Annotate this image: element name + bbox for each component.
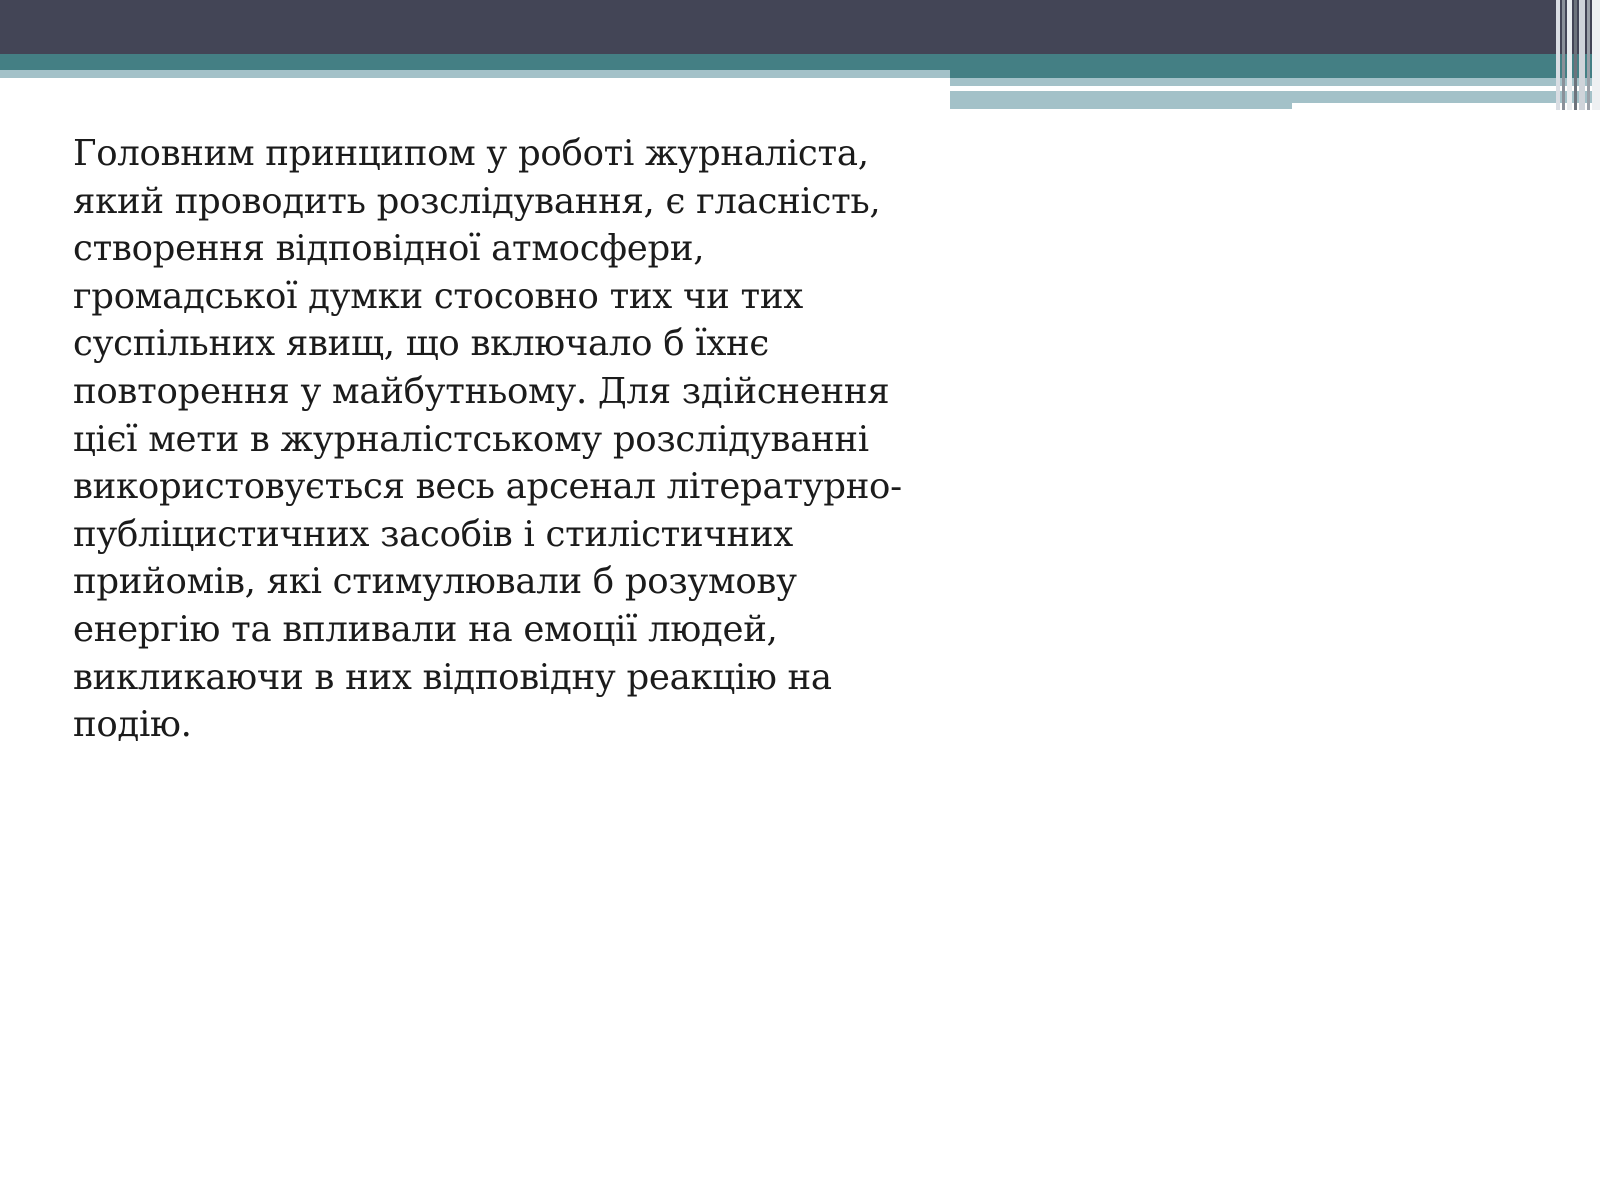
edge-stripe: [1592, 0, 1600, 110]
body-line: подію.: [73, 704, 192, 746]
body-line: прийомів, які стимулювали б розумову: [73, 561, 797, 603]
header-light-band-right: [950, 78, 1600, 86]
body-line: публіцистичних засобів і стилістичних: [73, 513, 793, 555]
header-dark-band: [0, 0, 1600, 54]
right-edge-stripes: [1556, 0, 1600, 110]
body-line: Головним принципом у роботі журналіста,: [73, 133, 869, 174]
body-line: створення відповідної атмосфери,: [73, 228, 705, 270]
body-line: викликаючи в них відповідну реакцію на: [73, 656, 832, 698]
body-line: громадської думки стосовно тих чи тих: [73, 275, 803, 317]
edge-stripe: [1562, 0, 1565, 110]
header-light-tail: [950, 104, 1292, 109]
edge-stripe: [1556, 0, 1560, 110]
body-line: який проводить розслідування, є гласність,: [73, 180, 881, 222]
body-line: повторення у майбутньому. Для здійснення: [73, 370, 890, 412]
body-paragraph: [73, 130, 933, 749]
edge-stripe: [1567, 0, 1572, 110]
body-line: цієї мети в журналістському розслідуванні: [73, 418, 869, 460]
header-white-notch: [1292, 103, 1600, 109]
edge-stripe: [1574, 0, 1577, 110]
body-line: використовується весь арсенал літературно-: [73, 466, 902, 508]
body-line: енергію та впливали на емоції людей,: [73, 608, 778, 650]
edge-stripe: [1579, 0, 1585, 110]
header-teal-band: [0, 54, 1600, 70]
header-light-band-left: [0, 70, 950, 78]
body-line: суспільних явищ, що включало б їхнє: [73, 323, 769, 365]
header-teal-band-right: [950, 70, 1600, 78]
edge-stripe: [1587, 0, 1590, 110]
